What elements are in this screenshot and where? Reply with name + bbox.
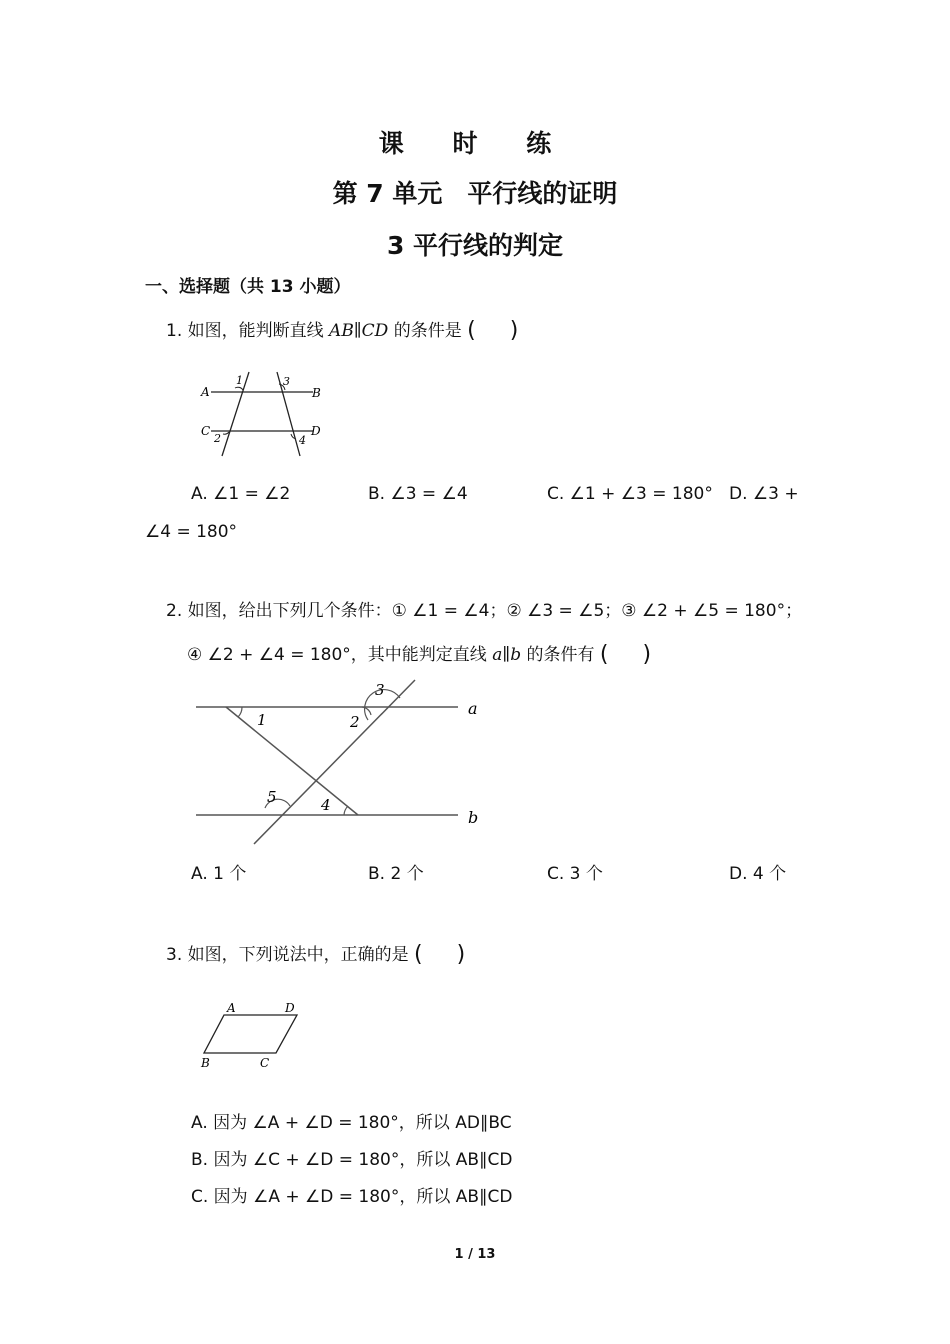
answer-paren-close: ) [456, 942, 466, 967]
figure-label-a: A [227, 1001, 236, 1015]
question-2-stem-line1 [166, 596, 802, 621]
q3-option-a[interactable]: A. 因为 ∠A + ∠D = 180°，所以 AD∥BC [191, 1113, 512, 1133]
answer-paren-close: ) [509, 318, 519, 343]
angle-label-5: 5 [267, 788, 277, 806]
figure-label-d: D [311, 424, 321, 438]
figure-label-c: C [260, 1056, 270, 1070]
angle-label-1: 1 [257, 711, 267, 729]
question-math: a∥b [492, 645, 522, 665]
figure-label-a: A [201, 385, 210, 399]
document-title: 课 时 练 [378, 129, 572, 158]
question-text: ④ ∠2 + ∠4 = 180°，其中能判定直线 [187, 645, 487, 665]
question-text: 如图，下列说法中，正确的是 [187, 945, 409, 965]
question-3-figure [196, 998, 306, 1073]
q1-option-c[interactable]: C. ∠1 + ∠3 = 180° [547, 484, 713, 504]
angle-label-1: 1 [236, 374, 243, 387]
q2-option-a[interactable]: A. 1 个 [191, 864, 247, 884]
question-math: AB∥CD [329, 321, 389, 341]
q3-option-b[interactable]: B. 因为 ∠C + ∠D = 180°，所以 AB∥CD [191, 1150, 513, 1170]
page-number: 1 / 13 [454, 1247, 496, 1262]
line-label-a: a [468, 699, 478, 718]
angle-label-2: 2 [350, 713, 360, 731]
figure-label-d: D [285, 1001, 295, 1015]
line-label-b: b [468, 808, 479, 827]
figure-label-b: B [201, 1056, 210, 1070]
answer-paren-open: ( [467, 318, 476, 343]
question-text: 如图，能判断直线 [187, 321, 324, 341]
lesson-title: 3 平行线的判定 [386, 231, 564, 260]
figure-label-b: B [312, 386, 321, 400]
q1-option-d[interactable]: D. ∠3 + [729, 484, 799, 504]
unit-title: 第 7 单元 平行线的证明 [332, 179, 618, 208]
angle-label-4: 4 [299, 434, 306, 447]
q2-option-c[interactable]: C. 3 个 [547, 864, 603, 884]
question-number: 1. [166, 321, 183, 341]
question-tail: 的条件有 [526, 645, 595, 665]
question-tail: 的条件是 [393, 321, 462, 341]
q1-option-d-continued: ∠4 = 180° [145, 522, 238, 542]
question-number: 3. [166, 945, 183, 965]
q2-option-b[interactable]: B. 2 个 [368, 864, 424, 884]
angle-label-2: 2 [214, 432, 221, 445]
question-1-stem [166, 316, 518, 342]
angle-label-3: 3 [375, 681, 385, 699]
answer-paren-close: ) [642, 642, 652, 667]
angle-label-3: 3 [283, 375, 290, 388]
answer-paren-open: ( [414, 942, 423, 967]
q2-option-d[interactable]: D. 4 个 [729, 864, 787, 884]
q3-option-c[interactable]: C. 因为 ∠A + ∠D = 180°，所以 AB∥CD [191, 1187, 513, 1207]
angle-label-4: 4 [321, 796, 331, 814]
question-2-stem-line2 [187, 640, 651, 666]
q1-option-b[interactable]: B. ∠3 = ∠4 [368, 484, 468, 504]
figure-label-c: C [201, 424, 211, 438]
question-2-figure [190, 676, 490, 848]
q1-option-a[interactable]: A. ∠1 = ∠2 [191, 484, 291, 504]
answer-paren-open: ( [599, 642, 609, 667]
question-3-stem [166, 940, 465, 966]
question-text: 如图，给出下列几个条件：① ∠1 = ∠4；② ∠3 = ∠5；③ ∠2 + ∠5 = 180°； [187, 601, 803, 621]
question-1-figure [195, 368, 335, 463]
question-number: 2. [166, 601, 183, 621]
section-heading: 一、选择题（共 13 小题） [145, 277, 351, 297]
